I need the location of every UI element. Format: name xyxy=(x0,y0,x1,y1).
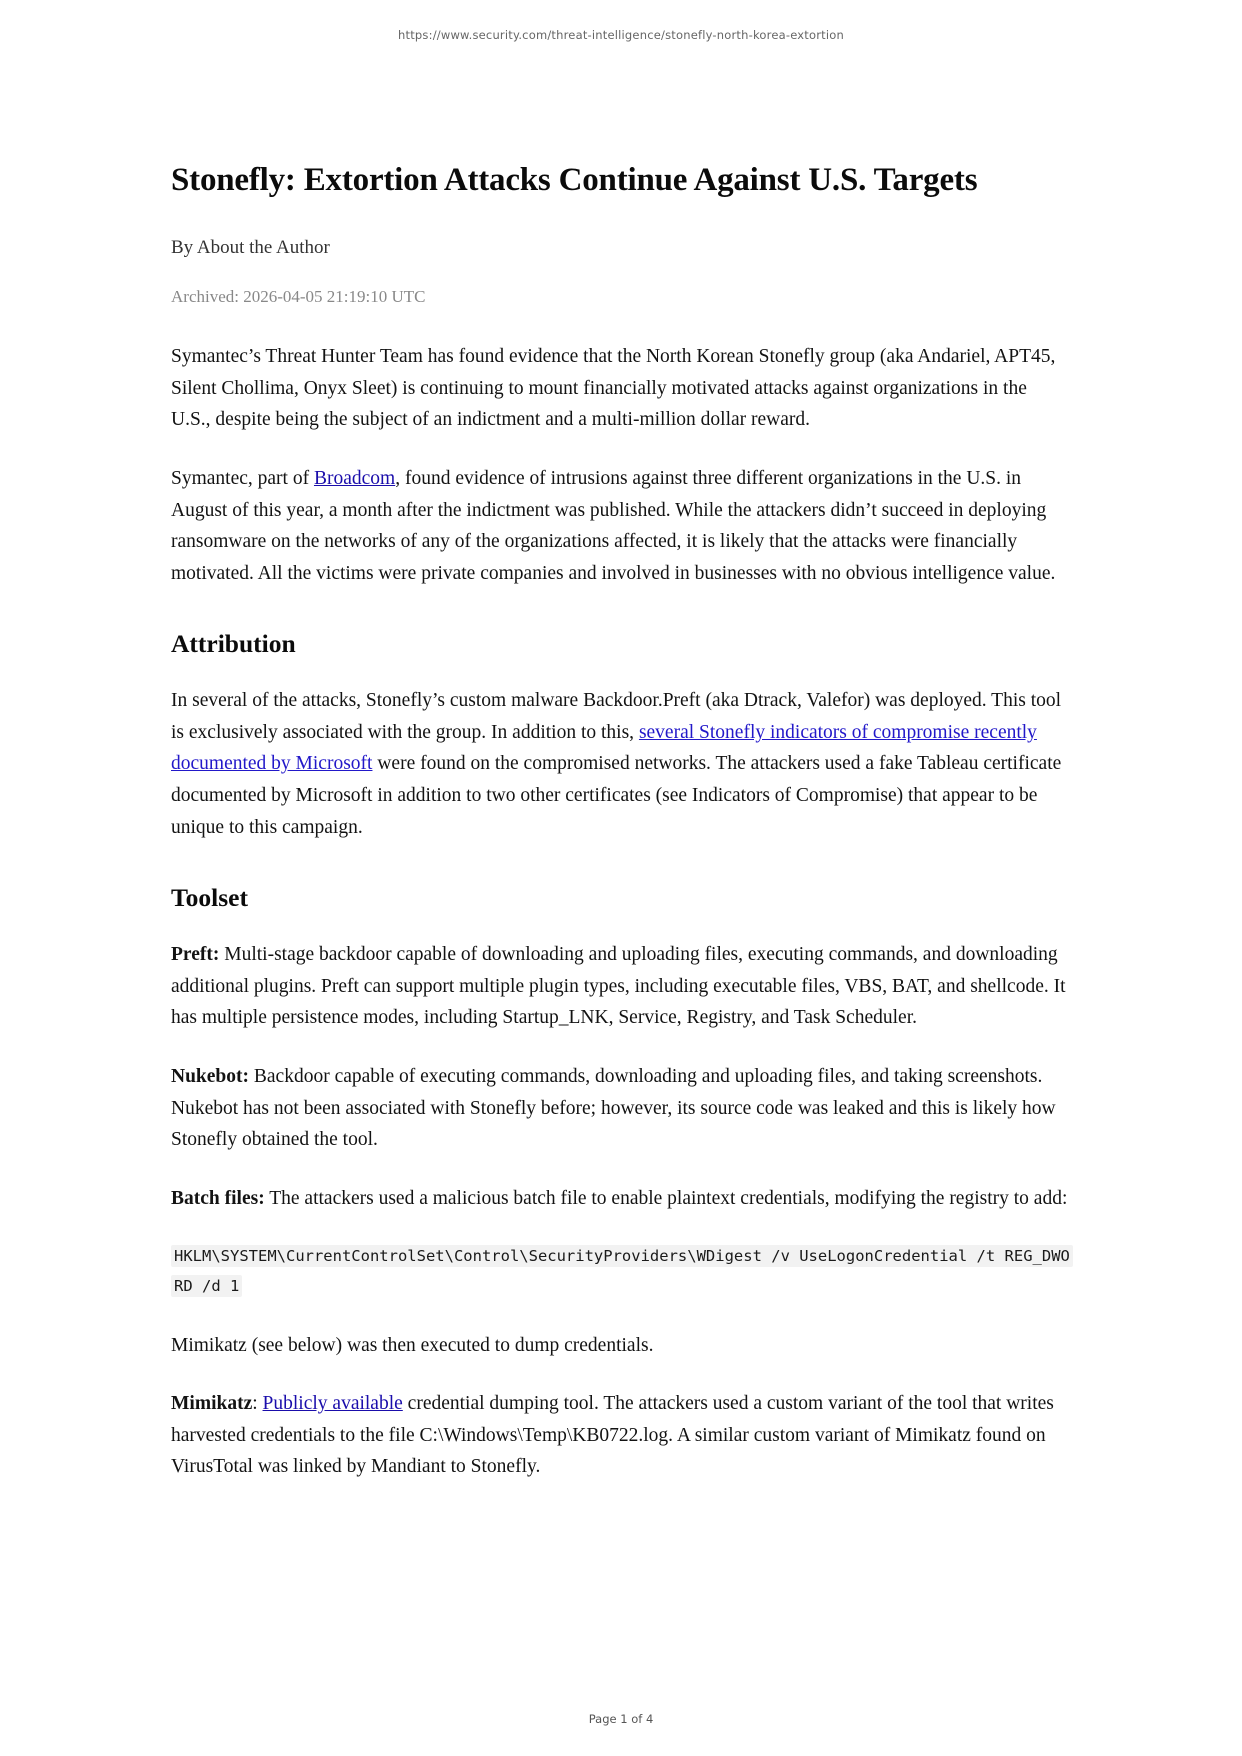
paragraph-attribution-before: In several of the attacks, Stonefly’s custom malware Backdoor.Preft (aka Dtrack, Valefor) was deployed. This tool is exclusively associated with the group. In addition to this, xyxy=(171,690,1062,743)
publicly-available-link[interactable]: Publicly available xyxy=(262,1393,403,1415)
source-url: https://www.security.com/threat-intelligence/stonefly-north-korea-extortion xyxy=(398,28,844,42)
paragraph-nukebot xyxy=(171,1061,1071,1156)
paragraph-attribution xyxy=(171,685,1071,843)
byline: By About the Author xyxy=(171,237,330,259)
microsoft-ioc-link[interactable]: several Stonefly indicators of compromise recently documented by Microsoft xyxy=(171,721,1037,775)
mimikatz-label: Mimikatz xyxy=(171,1393,253,1415)
paragraph-broadcom-after: , found evidence of intrusions against three different organizations in the U.S. in August of this year, a month after the indictment was published. While the attackers didn’t succeed in deploying ransomware on the networks of any of the organizations affected, it is likely that the attacks were financially motivated. All the victims were private companies and involved in businesses with no obvious intelligence value. xyxy=(171,467,1056,584)
archived-timestamp: Archived: 2026-04-05 21:19:10 UTC xyxy=(171,287,426,307)
paragraph-mimikatz-note: Mimikatz (see below) was then executed to dump credentials. xyxy=(171,1334,654,1356)
preft-label: Preft: xyxy=(171,944,220,966)
registry-code-text: HKLM\SYSTEM\CurrentControlSet\Control\SecurityProviders\WDigest /v UseLogonCredential /t REG_DWORD /d 1 xyxy=(171,1245,1073,1297)
page-footer: Page 1 of 4 xyxy=(588,1712,654,1726)
paragraph-broadcom-before: Symantec, part of xyxy=(171,467,314,489)
paragraph-attribution-after: were found on the compromised networks. The attackers used a fake Tableau certificate documented by Microsoft in addition to two other certificates (see Indicators of Compromise) that appear to be unique to this campaign. xyxy=(171,753,1062,838)
section-heading-attribution: Attribution xyxy=(171,629,296,659)
page-title: Stonefly: Extortion Attacks Continue Against U.S. Targets xyxy=(171,162,978,198)
paragraph-batch-files xyxy=(171,1183,1071,1215)
article-content xyxy=(171,42,1071,1483)
paragraph-mimikatz xyxy=(171,1388,1071,1483)
paragraph-preft xyxy=(171,939,1071,1034)
nukebot-label: Nukebot: xyxy=(171,1065,250,1087)
broadcom-link[interactable]: Broadcom xyxy=(313,467,396,489)
section-heading-toolset: Toolset xyxy=(171,883,248,913)
mimikatz-text: credential dumping tool. The attackers used a custom variant of the tool that writes harvested credentials to the file C:\Windows\Temp\KB0722.log. A similar custom variant of Mimikatz found on VirusTotal was linked by Mandiant to Stonefly. xyxy=(171,1393,1054,1478)
batch-files-text: The attackers used a malicious batch file to enable plaintext credentials, modifying the registry to add: xyxy=(264,1187,1068,1209)
registry-code-block xyxy=(171,1241,1071,1301)
paragraph-intro: Symantec’s Threat Hunter Team has found evidence that the North Korean Stonefly group (aka Andariel, APT45, Silent Chollima, Onyx Sleet) is continuing to mount financially motivated attacks against organizations in the U.S., despite being the subject of an indictment and a multi-million dollar reward. xyxy=(171,346,1056,431)
nukebot-text: Backdoor capable of executing commands, downloading and uploading files, and taking screenshots. Nukebot has not been associated with Stonefly before; however, its source code was leaked and this is likely how Stonefly obtained the tool. xyxy=(171,1065,1056,1151)
paragraph-broadcom xyxy=(171,463,1071,589)
batch-files-label: Batch files: xyxy=(171,1187,265,1209)
preft-text: Multi-stage backdoor capable of downloading and uploading files, executing commands, and downloading additional plugins. Preft can support multiple plugin types, including executable files, VBS, BAT, and shellcode. It has multiple persistence modes, including Startup_LNK, Service, Registry, and Task Scheduler. xyxy=(171,944,1066,1029)
mimikatz-colon: : xyxy=(252,1393,263,1415)
